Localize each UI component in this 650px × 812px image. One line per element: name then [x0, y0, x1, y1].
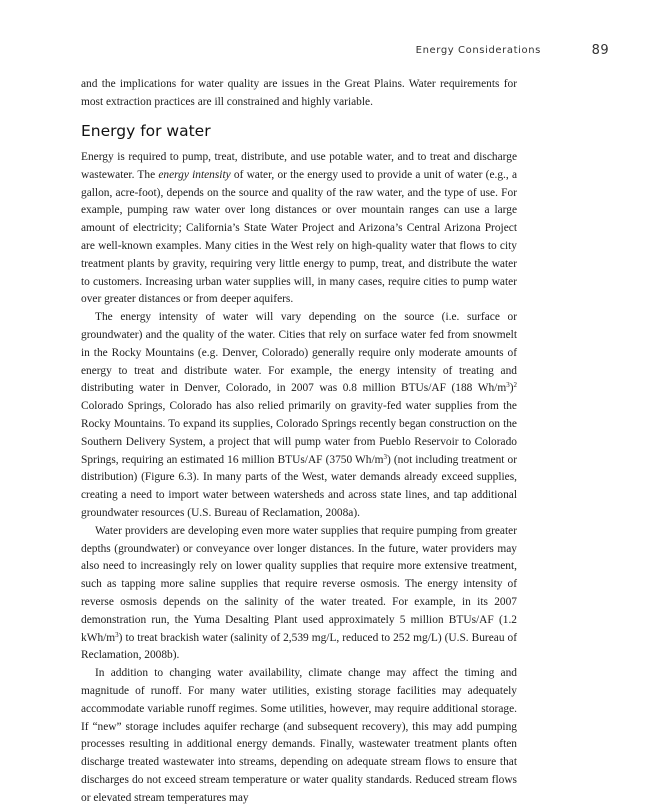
paragraph-1 [81, 149, 517, 309]
paragraph-3 [81, 523, 517, 665]
paragraph-2 [81, 309, 517, 523]
paragraph-2-part-c: Colorado Springs, Colorado has also relied primarily on gravity-fed water supplies from the Rocky Mountains. To expand its supplies, Colorado Springs recently began construction on the Southern Delivery System, a project that will pump water from Pueblo Reservoir to Colorado Springs, requiring an estimated 16 million BTUs/AF (3750 Wh/m [81, 400, 517, 466]
paragraph-2-part-a: The energy intensity of water will vary depending on the source (i.e. surface or groundwater) and the quality of the water. Cities that rely on surface water fed from snowmelt in the Rocky Mountains (e.g. Denver, Colorado) generally require only moderate amounts of energy to treat and distribute water. For example, the energy intensity of treating and distributing water in Denver, Colorado, in 2007 was 0.8 million BTUs/AF (188 Wh/m [81, 311, 517, 395]
running-title: Energy Considerations [415, 45, 541, 56]
paragraph-1-part-b: of water, or the energy used to provide a unit of water (e.g., a gallon, acre-foot), depends on the source and quality of the raw water, and the type of use. For example, pumping raw water over long distances or over mountain ranges can use a large amount of electricity; California’s State Water Project and Arizona’s Central Arizona Project are well-known examples. Many cities in the West rely on high-quality water that flows to city treatment plants by gravity, requiring very little energy to pump, treat, and distribute the water to customers. Increasing urban water supplies will, in many cases, require cities to pump water over greater distances or from deeper aquifers. [81, 168, 517, 306]
running-header [81, 44, 609, 60]
paragraph-2-part-d: ) (not including treatment or distribution) (Figure 6.3). In many parts of the West, water demands already exceed supplies, creating a need to import water between watersheds and across state lines, and tap additional groundwater resources (U.S. Bureau of Reclamation, 2008a). [81, 453, 517, 519]
superscript-cubed: 3 [506, 381, 510, 390]
intro-paragraph-block [81, 76, 517, 112]
paragraph-4: In addition to changing water availability, climate change may affect the timing and magnitude of runoff. For many water utilities, existing storage facilities may adequately accommodate variable runoff regimes. Some utilities, however, may require additional storage. If “new” storage includes aquifer recharge (and subsequent recovery), this may add pumping processes resulting in additional energy demands. Finally, wastewater treatment plants often discharge treated wastewater into streams, depending on adequate stream flows to ensure that discharges do not exceed stream temperature or water quality standards. Reduced stream flows or elevated stream temperatures may [81, 667, 517, 804]
paragraph-2-part-b: ) [509, 382, 514, 395]
section-body [81, 149, 517, 807]
footnote-marker: 2 [513, 381, 517, 390]
superscript-cubed: 3 [383, 452, 388, 461]
paragraph-1-part-a: Energy is required to pump, treat, distribute, and use potable water, and to treat and discharge wastewater. The [81, 151, 517, 181]
page-number: 89 [591, 43, 609, 58]
superscript-cubed: 3 [115, 630, 119, 639]
paragraph-3-part-b: ) to treat brackish water (salinity of 2,539 mg/L, reduced to 252 mg/L) (U.S. Bureau of Reclamation, 2008b). [81, 631, 517, 662]
paragraph-3-part-a: Water providers are developing even more water supplies that require pumping from greater depths (groundwater) or conveyance over longer distances. In the future, water providers may also need to increasingly rely on lower quality supplies that require more extensive treatment, such as tapping more saline supplies that require reverse osmosis. The energy intensity of reverse osmosis depends on the salinity of the water treated. For example, in its 2007 demonstration run, the Yuma Desalting Plant used approximately 5 million BTUs/AF (1.2 kWh/m [81, 524, 517, 644]
intro-paragraph: and the implications for water quality are issues in the Great Plains. Water requirements for most extraction practices are ill constrained and highly variable. [81, 78, 517, 108]
energy-intensity-term: energy intensity [158, 168, 231, 181]
section-heading: Energy for water [81, 122, 211, 140]
